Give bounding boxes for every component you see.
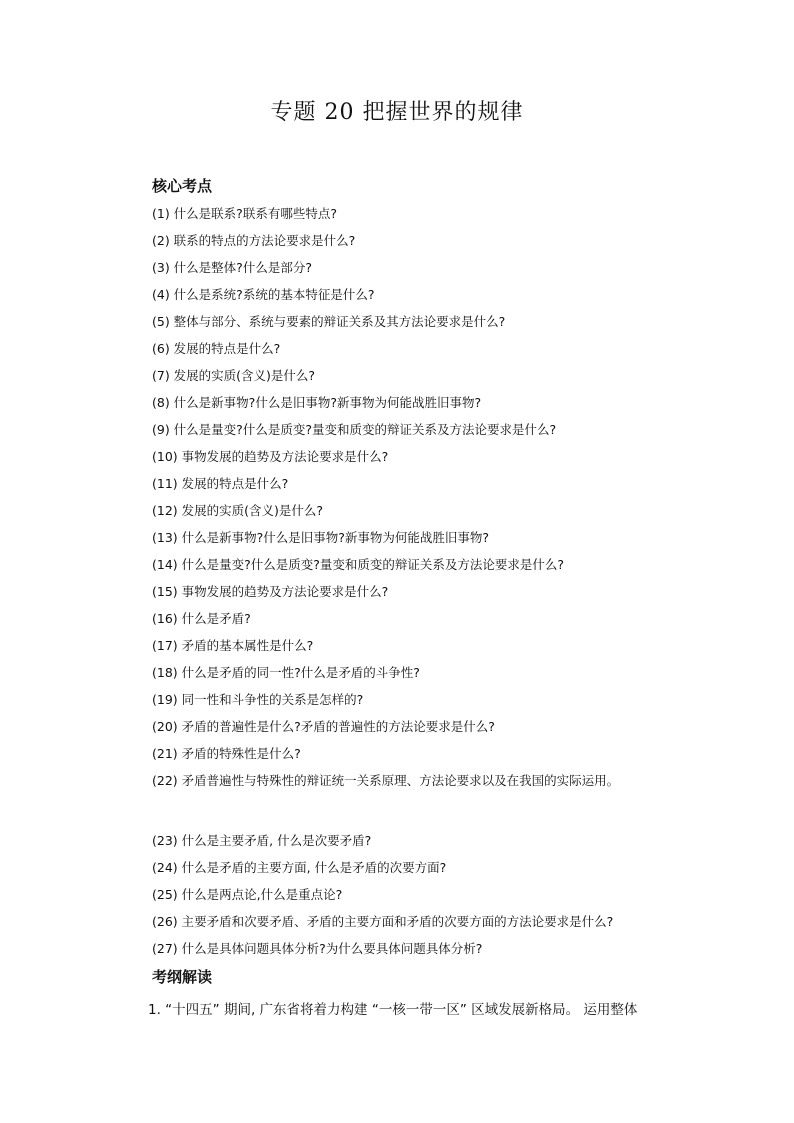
list-item: (9) 什么是量变?什么是质变?量变和质变的辩证关系及方法论要求是什么? xyxy=(152,422,557,437)
list-item: (3) 什么是整体?什么是部分? xyxy=(152,260,312,275)
list-item: (16) 什么是矛盾? xyxy=(152,611,251,626)
list-item: (23) 什么是主要矛盾, 什么是次要矛盾? xyxy=(152,833,372,848)
list-item: (1) 什么是联系?联系有哪些特点? xyxy=(152,206,337,221)
list-item-wrapped: (22) 矛盾普遍性与特殊性的辩证统一关系原理、方法论要求以及在我国的实际运用。 xyxy=(152,773,620,788)
section-heading-core-points: 核心考点 xyxy=(152,177,213,195)
list-item: (2) 联系的特点的方法论要求是什么? xyxy=(152,233,356,248)
list-item: (15) 事物发展的趋势及方法论要求是什么? xyxy=(152,584,389,599)
list-item: (17) 矛盾的基本属性是什么? xyxy=(152,638,314,653)
list-item: (11) 发展的特点是什么? xyxy=(152,476,289,491)
list-item: (18) 什么是矛盾的同一性?什么是矛盾的斗争性? xyxy=(152,665,420,680)
section-heading-syllabus: 考纲解读 xyxy=(152,968,213,986)
list-item: (21) 矛盾的特殊性是什么? xyxy=(152,746,301,761)
list-item: (7) 发展的实质(含义)是什么? xyxy=(152,368,316,383)
list-item: (4) 什么是系统?系统的基本特征是什么? xyxy=(152,287,375,302)
question-paragraph: 1. “十四五” 期间, 广东省将着力构建 “一核一带一区” 区域发展新格局。 运用整体 xyxy=(148,1002,638,1018)
list-item: (14) 什么是量变?什么是质变?量变和质变的辩证关系及方法论要求是什么? xyxy=(152,557,565,572)
list-item: (19) 同一性和斗争性的关系是怎样的? xyxy=(152,692,364,707)
list-item: (24) 什么是矛盾的主要方面, 什么是矛盾的次要方面? xyxy=(152,860,447,875)
list-item: (20) 矛盾的普遍性是什么?矛盾的普遍性的方法论要求是什么? xyxy=(152,719,495,734)
list-item: (12) 发展的实质(含义)是什么? xyxy=(152,503,324,518)
list-item: (26) 主要矛盾和次要矛盾、矛盾的主要方面和矛盾的次要方面的方法论要求是什么? xyxy=(152,914,614,929)
list-item: (27) 什么是具体问题具体分析?为什么要具体问题具体分析? xyxy=(152,941,483,956)
page-title: 专题 20 把握世界的规律 xyxy=(270,100,524,125)
list-item: (5) 整体与部分、系统与要素的辩证关系及其方法论要求是什么? xyxy=(152,314,506,329)
list-item: (6) 发展的特点是什么? xyxy=(152,341,281,356)
list-item: (10) 事物发展的趋势及方法论要求是什么? xyxy=(152,449,389,464)
list-item: (25) 什么是两点论,什么是重点论? xyxy=(152,887,343,902)
list-item: (8) 什么是新事物?什么是旧事物?新事物为何能战胜旧事物? xyxy=(152,395,482,410)
list-item: (13) 什么是新事物?什么是旧事物?新事物为何能战胜旧事物? xyxy=(152,530,490,545)
